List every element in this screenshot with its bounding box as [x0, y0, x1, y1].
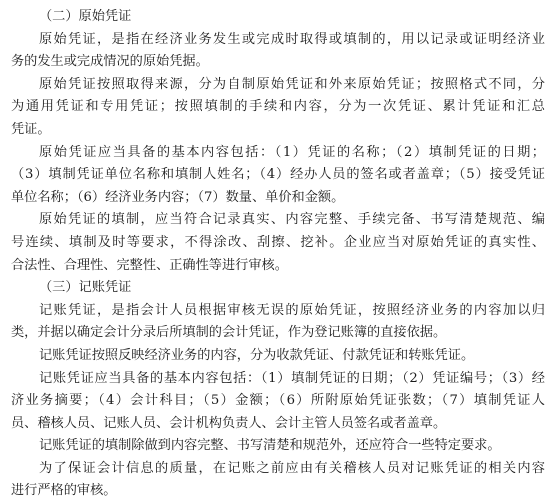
paragraph-line: 为通用凭证和专用凭证；按照填制的手续和内容，分为一次凭证、累计凭证和汇总 — [11, 99, 545, 115]
paragraph-line: 记账凭证的填制除做到内容完整、书写清楚和规范外，还应符合一些特定要求。 — [39, 438, 501, 454]
paragraph-line: 进行严格的审核。 — [11, 483, 117, 499]
paragraph-line: 单位名称；（6）经济业务内容；（7）数量、单价和金额。 — [11, 189, 345, 205]
paragraph-line: 记账凭证，是指会计人员根据审核无误的原始凭证，按照经济业务的内容加以归 — [39, 302, 545, 318]
paragraph-line: 凭证。 — [11, 121, 51, 137]
paragraph-line: 记账凭证应当具备的基本内容包括：（1）填制凭证的日期；（2）凭证编号；（3）经 — [39, 370, 545, 386]
paragraph-line: 合法性、合理性、完整性、正确性等进行审核。 — [11, 257, 288, 273]
paragraph-line: 原始凭证，是指在经济业务发生或完成时取得或填制的，用以记录或证明经济业 — [39, 31, 545, 47]
paragraph-line: 务的发生或完成情况的原始凭据。 — [11, 54, 209, 70]
section-heading-accounting-vouchers: （三）记账凭证 — [39, 280, 132, 296]
paragraph-line: （3）填制凭证单位名称和填制人姓名；（4）经办人员的签名或者盖章；（5）接受凭证 — [11, 167, 545, 183]
paragraph-line: 原始凭证应当具备的基本内容包括：（1）凭证的名称；（2）填制凭证的日期； — [39, 144, 545, 160]
paragraph-line: 济业务摘要；（4）会计科目；（5）金额；（6）所附原始凭证张数；（7）填制凭证人 — [11, 393, 545, 409]
paragraph-line: 原始凭证按照取得来源，分为自制原始凭证和外来原始凭证；按照格式不同，分 — [39, 76, 545, 92]
paragraph-line: 员、稽核人员、记账人员、会计机构负责人、会计主管人员签名或者盖章。 — [11, 415, 447, 431]
section-heading-original-vouchers: （二）原始凭证 — [39, 9, 132, 24]
paragraph-line: 号连续、填制及时等要求，不得涂改、刮擦、挖补。企业应当对原始凭证的真实性、 — [11, 234, 545, 250]
paragraph-line: 记账凭证按照反映经济业务的内容，分为收款凭证、付款凭证和转账凭证。 — [39, 347, 475, 363]
paragraph-line: 为了保证会计信息的质量，在记账之前应由有关稽核人员对记账凭证的相关内容 — [39, 460, 545, 476]
paragraph-line: 原始凭证的填制，应当符合记录真实、内容完整、手续完备、书写清楚规范、编 — [39, 212, 545, 228]
paragraph-line: 类，并据以确定会计分录后所填制的会计凭证，作为登记账簿的直接依据。 — [11, 325, 447, 341]
